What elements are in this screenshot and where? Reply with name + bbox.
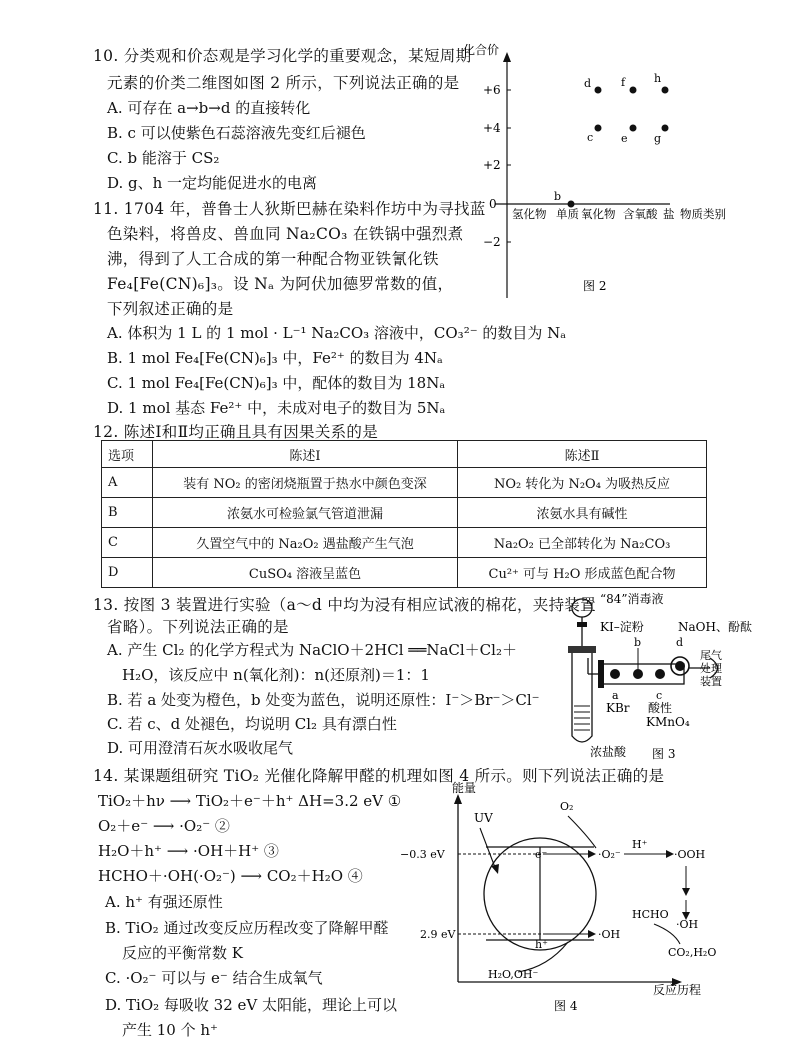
fig4-label-oh: ·OH xyxy=(598,928,621,941)
q13-stem-line1: 13. 按图 3 装置进行实验（a～d 中均为浸有相应试液的棉花，夹持装置 xyxy=(93,596,596,614)
fig3-cotton-b xyxy=(633,669,643,679)
fig4-label-e: e⁻ xyxy=(535,848,548,861)
q12-row-c-option: C xyxy=(102,528,153,558)
q13-option-d: D. 可用澄清石灰水吸收尾气 xyxy=(107,739,294,757)
table-row xyxy=(102,468,707,498)
fig2-x-label: 物质类别 xyxy=(680,207,726,221)
q13-option-a-line1: A. 产生 Cl₂ 的化学方程式为 NaClO＋2HCl ══NaCl＋Cl₂＋ xyxy=(107,641,517,659)
fig2-label-g: g xyxy=(654,132,662,145)
q14-option-b-line1: B. TiO₂ 通过改变反应历程改变了降解甲醛 xyxy=(105,919,389,937)
q10-option-a: A. 可存在 a→b→d 的直接转化 xyxy=(107,99,311,117)
fig2-xcat-oxide: 氧化物 xyxy=(581,207,616,221)
fig4-x-label: 反应历程 xyxy=(653,983,702,997)
fig2-point-h xyxy=(662,87,669,94)
q12-row-b-s1: 浓氨水可检验氯气管道泄漏 xyxy=(153,498,458,528)
fig3-label-b: b xyxy=(634,636,642,649)
fig2-ytick-2: +2 xyxy=(483,158,501,172)
fig2-ytick-0: 0 xyxy=(489,197,497,211)
fig2-point-f xyxy=(630,87,637,94)
q13-stem-line2: 省略）。下列说法正确的是 xyxy=(107,618,289,636)
q14-option-d-line2: 产生 10 个 h⁺ xyxy=(122,1021,218,1039)
fig3-cotton-c xyxy=(655,669,665,679)
fig4-label-o2: O₂ xyxy=(560,800,574,813)
fig2-xcat-salt: 盐 xyxy=(663,207,675,221)
fig4-label-water: H₂O,OH⁻ xyxy=(488,968,539,981)
fig3-funnel-bulb xyxy=(572,599,592,617)
fig2-label-b: b xyxy=(554,190,562,203)
fig2-point-c xyxy=(595,125,602,132)
q14-stem: 14. 某课题组研究 TiO₂ 光催化降解甲醛的机理如图 4 所示。则下列说法正确的是 xyxy=(93,767,665,785)
fig3-label-hcl: 浓盐酸 xyxy=(590,745,627,759)
fig2-label-e: e xyxy=(621,132,628,145)
fig3-label-naoh: NaOH、酚酞 xyxy=(678,620,752,634)
q13-option-a-line2: H₂O，该反应中 n(氧化剂)：n(还原剂)＝1：1 xyxy=(122,666,430,684)
q14-option-d-line1: D. TiO₂ 每吸收 32 eV 太阳能，理论上可以 xyxy=(105,996,398,1014)
fig3-label-kmno4: KMnO₄ xyxy=(646,715,690,729)
q12-row-d-option: D xyxy=(102,558,153,588)
fig4-label-o2rad: ·O₂⁻ xyxy=(598,848,621,861)
figure-3-apparatus xyxy=(560,586,794,766)
fig3-label-acidic: 酸性 xyxy=(648,701,673,715)
q12-row-a-s2: NO₂ 转化为 N₂O₄ 为吸热反应 xyxy=(458,468,707,498)
q14-equation-4: HCHO＋·OH(·O₂⁻) ⟶ CO₂＋H₂O ④ xyxy=(98,867,363,885)
q12-row-b-s2: 浓氨水具有碱性 xyxy=(458,498,707,528)
fig2-label-d: d xyxy=(584,77,592,90)
q13-option-b: B. 若 a 处变为橙色，b 处变为蓝色，说明还原性：I⁻＞Br⁻＞Cl⁻ xyxy=(107,691,540,709)
figure-4-energy-diagram xyxy=(400,781,748,1022)
q11-stem-line5: 下列叙述正确的是 xyxy=(107,300,234,318)
fig4-label-ooh: ·OOH xyxy=(674,848,706,861)
fig2-label-f: f xyxy=(621,76,626,89)
q12-row-b-option: B xyxy=(102,498,153,528)
fig4-label-hplus: H⁺ xyxy=(632,838,648,851)
fig3-label-tail1: 尾气 xyxy=(700,649,722,662)
q14-equation-1: TiO₂＋hν ⟶ TiO₂＋e⁻＋h⁺ ΔH=3.2 eV ① xyxy=(98,792,402,810)
q12-row-a-option: A xyxy=(102,468,153,498)
q10-option-b: B. c 可以使紫色石蕊溶液先变红后褪色 xyxy=(107,124,366,142)
q14-equation-3: H₂O＋h⁺ ⟶ ·OH＋H⁺ ③ xyxy=(98,842,279,860)
fig4-y-label: 能量 xyxy=(452,781,477,795)
q12-row-d-s1: CuSO₄ 溶液呈蓝色 xyxy=(153,558,458,588)
fig3-label-c: c xyxy=(656,689,663,702)
fig2-ytick-neg2: −2 xyxy=(483,235,501,249)
fig3-label-a: a xyxy=(612,689,619,702)
table-row xyxy=(102,558,707,588)
q12-header-option: 选项 xyxy=(102,441,153,468)
fig2-y-label: 化合价 xyxy=(463,43,500,57)
fig2-label-h: h xyxy=(654,72,662,85)
q12-header-statement1: 陈述Ⅰ xyxy=(153,441,458,468)
q11-option-d: D. 1 mol 基态 Fe²⁺ 中，未成对电子的数目为 5Nₐ xyxy=(107,399,446,417)
q11-stem-line1: 11. 1704 年，普鲁士人狄斯巴赫在染料作坊中为寻找蓝 xyxy=(93,200,486,218)
figure-2-valence-class-diagram xyxy=(455,38,755,303)
fig2-point-d xyxy=(595,87,602,94)
fig3-label-kbr: KBr xyxy=(606,701,630,715)
fig4-label-oh2: ·OH xyxy=(676,918,699,931)
fig3-cotton-a xyxy=(610,669,620,679)
q12-row-c-s1: 久置空气中的 Na₂O₂ 遇盐酸产生气泡 xyxy=(153,528,458,558)
fig2-ytick-6: +6 xyxy=(483,83,501,97)
fig4-level-bottom-label: 2.9 eV xyxy=(420,928,456,941)
fig2-point-g xyxy=(662,125,669,132)
fig3-test-tube xyxy=(572,652,592,742)
fig3-label-tail2: 处理 xyxy=(700,662,722,675)
q12-row-c-s2: Na₂O₂ 已全部转化为 Na₂CO₃ xyxy=(458,528,707,558)
fig2-caption: 图 2 xyxy=(583,279,607,293)
fig4-label-h: h⁺ xyxy=(535,938,548,951)
fig3-label-ki: KI–淀粉 xyxy=(600,620,644,634)
table-row xyxy=(102,498,707,528)
fig2-xcat-oxyacid: 含氧酸 xyxy=(623,207,658,221)
q14-equation-2: O₂＋e⁻ ⟶ ·O₂⁻ ② xyxy=(98,817,230,835)
q11-option-a: A. 体积为 1 L 的 1 mol · L⁻¹ Na₂CO₃ 溶液中，CO₃²⁻ 的数目为 Nₐ xyxy=(107,324,567,342)
q14-option-c: C. ·O₂⁻ 可以与 e⁻ 结合生成氧气 xyxy=(105,969,323,987)
fig3-label-bleach: “84”消毒液 xyxy=(600,592,664,606)
q14-option-b-line2: 反应的平衡常数 K xyxy=(122,944,243,962)
q12-row-d-s2: Cu²⁺ 可与 H₂O 形成蓝色配合物 xyxy=(458,558,707,588)
fig2-point-e xyxy=(630,125,637,132)
fig4-label-hcho: HCHO xyxy=(632,908,669,921)
fig2-label-c: c xyxy=(587,131,594,144)
q12-table xyxy=(101,440,707,588)
q11-option-b: B. 1 mol Fe₄[Fe(CN)₆]₃ 中，Fe²⁺ 的数目为 4Nₐ xyxy=(107,349,443,367)
q11-stem-line4: Fe₄[Fe(CN)₆]₃。设 Nₐ 为阿伏加德罗常数的值， xyxy=(107,275,454,293)
q12-row-a-s1: 装有 NO₂ 的密闭烧瓶置于热水中颜色变深 xyxy=(153,468,458,498)
q12-header-statement2: 陈述Ⅱ xyxy=(458,441,707,468)
fig4-label-uv: UV xyxy=(474,811,493,825)
q11-stem-line2: 色染料，将兽皮、兽血同 Na₂CO₃ 在铁锅中强烈煮 xyxy=(107,225,464,243)
q10-stem-line2: 元素的价类二维图如图 2 所示，下列说法正确的是 xyxy=(107,74,460,92)
fig3-caption: 图 3 xyxy=(652,747,676,761)
table-row xyxy=(102,528,707,558)
fig2-ytick-4: +4 xyxy=(483,121,501,135)
fig4-label-products: CO₂,H₂O xyxy=(668,946,717,959)
fig2-xcat-element: 单质 xyxy=(556,207,579,221)
q10-option-d: D. g、h 一定均能促进水的电离 xyxy=(107,174,318,192)
q11-stem-line3: 沸，得到了人工合成的第一种配合物亚铁氰化铁 xyxy=(107,250,439,268)
fig4-caption: 图 4 xyxy=(554,999,578,1013)
q14-option-a: A. h⁺ 有强还原性 xyxy=(105,893,223,911)
fig4-level-top-label: −0.3 eV xyxy=(400,848,445,861)
q12-table-header xyxy=(102,441,707,468)
q11-option-c: C. 1 mol Fe₄[Fe(CN)₆]₃ 中，配体的数目为 18Nₐ xyxy=(107,374,446,392)
q13-option-c: C. 若 c、d 处褪色，均说明 Cl₂ 具有漂白性 xyxy=(107,715,397,733)
fig2-xcat-hydride: 氢化物 xyxy=(512,207,547,221)
fig3-label-tail3: 装置 xyxy=(700,675,722,688)
q10-stem-line1: 10. 分类观和价态观是学习化学的重要观念，某短周期 xyxy=(93,47,472,65)
fig3-label-d: d xyxy=(676,636,684,649)
fig2-point-b xyxy=(568,201,575,208)
q12-stem: 12. 陈述Ⅰ和Ⅱ均正确且具有因果关系的是 xyxy=(93,423,379,441)
q10-option-c: C. b 能溶于 CS₂ xyxy=(107,149,220,167)
